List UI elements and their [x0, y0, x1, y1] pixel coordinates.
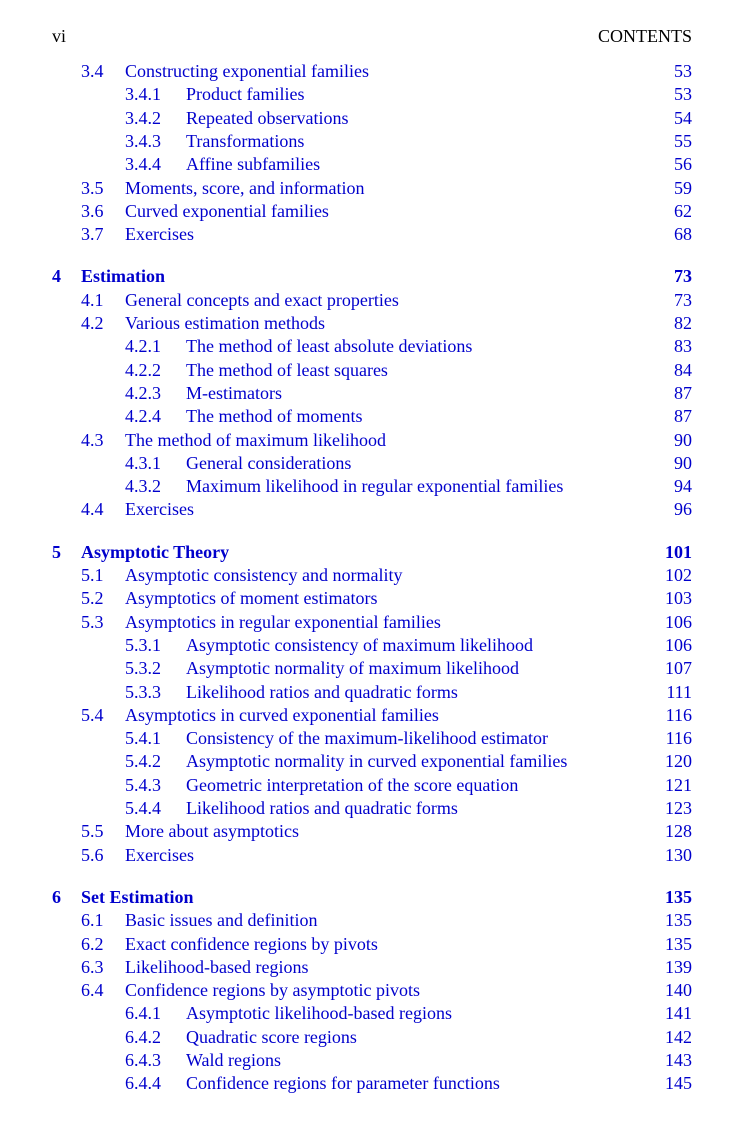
- toc-entry-title[interactable]: M-estimators: [186, 382, 282, 403]
- toc-chapter[interactable]: [0, 265, 740, 288]
- toc-entry-title[interactable]: Asymptotic likelihood-based regions: [186, 1003, 452, 1024]
- toc-entry-title[interactable]: Exercises: [125, 844, 194, 865]
- toc-entry-page[interactable]: 141: [665, 1003, 692, 1024]
- toc-entry-number: 4.2: [81, 313, 104, 333]
- toc-entry-number: 5.4.1: [125, 728, 161, 749]
- toc-entry-title[interactable]: General concepts and exact properties: [125, 289, 399, 310]
- toc-subsection[interactable]: [0, 1072, 740, 1095]
- toc-entry-title[interactable]: Asymptotics of moment estimators: [125, 588, 378, 609]
- toc-subsection[interactable]: [0, 750, 740, 773]
- toc-entry-title[interactable]: Wald regions: [186, 1050, 282, 1070]
- toc-entry-page[interactable]: 121: [665, 774, 692, 795]
- toc-entry-page[interactable]: 135: [665, 886, 692, 907]
- toc-entry-title[interactable]: Basic issues and definition: [125, 910, 318, 931]
- toc-entry-number: 6.4.1: [125, 1003, 161, 1024]
- toc-entry-number: 4.2.3: [125, 382, 161, 403]
- toc-entry-number: 3.4.2: [125, 107, 161, 128]
- toc-entry-title[interactable]: The method of moments: [186, 406, 363, 427]
- toc-subsection[interactable]: [0, 452, 740, 475]
- toc-entry-page[interactable]: 145: [665, 1073, 692, 1094]
- toc-entry-number: 5.2: [81, 588, 104, 609]
- toc-entry-title[interactable]: More about asymptotics: [125, 821, 299, 842]
- toc-entry-page[interactable]: 96: [674, 499, 692, 520]
- toc-entry-title[interactable]: Likelihood ratios and quadratic forms: [186, 681, 458, 702]
- toc-section[interactable]: [0, 933, 740, 956]
- toc-entry-number: 4.3: [81, 429, 104, 450]
- toc-entry-page[interactable]: 123: [665, 798, 692, 818]
- toc-entry-title[interactable]: Exercises: [125, 499, 194, 520]
- toc-entry-page[interactable]: 142: [665, 1026, 692, 1047]
- toc-entry-page[interactable]: 107: [665, 658, 692, 679]
- toc-subsection[interactable]: [0, 335, 740, 358]
- toc-entry-title[interactable]: Asymptotics in curved exponential families: [125, 704, 439, 725]
- toc-section[interactable]: [0, 200, 740, 223]
- toc-entry-title[interactable]: Asymptotics in regular exponential families: [125, 611, 441, 632]
- toc-entry-page[interactable]: 128: [665, 821, 692, 842]
- toc-subsection[interactable]: [0, 727, 740, 750]
- toc-entry-page[interactable]: 54: [674, 107, 692, 128]
- toc-entry-title[interactable]: Asymptotic consistency of maximum likelihood: [186, 634, 533, 655]
- toc-entry-page[interactable]: 116: [665, 704, 692, 725]
- running-title: CONTENTS: [598, 26, 692, 46]
- toc-subsection[interactable]: [0, 405, 740, 428]
- toc-section[interactable]: [0, 820, 740, 843]
- toc-entry-number: 5.4.4: [125, 798, 161, 818]
- toc-entry-title[interactable]: Asymptotic Theory: [81, 541, 230, 562]
- toc-section[interactable]: [0, 289, 740, 312]
- toc-entry-page[interactable]: 103: [665, 588, 692, 609]
- toc-entry-page[interactable]: 140: [665, 980, 692, 1001]
- toc-entry-number: 5.3.3: [125, 681, 161, 702]
- toc-entry-number: 3.4: [81, 61, 104, 81]
- toc-entry-page[interactable]: 111: [666, 681, 692, 702]
- toc-entry-title[interactable]: Repeated observations: [186, 107, 349, 128]
- toc-entry-title[interactable]: Curved exponential families: [125, 200, 329, 221]
- page-number: vi: [52, 26, 67, 46]
- toc-section[interactable]: [0, 844, 740, 867]
- toc-entry-number: 4: [52, 266, 61, 287]
- toc-entry-page[interactable]: 106: [665, 611, 692, 632]
- toc-section[interactable]: [0, 704, 740, 727]
- toc-entry-title[interactable]: The method of maximum likelihood: [125, 429, 386, 450]
- toc-entry-page[interactable]: 55: [674, 130, 692, 151]
- toc-entry-number: 5.4.3: [125, 774, 161, 795]
- toc-entry-page[interactable]: 101: [665, 541, 692, 562]
- toc-entry-page[interactable]: 135: [665, 910, 692, 931]
- toc-entry-title[interactable]: Quadratic score regions: [186, 1026, 357, 1047]
- toc-subsection[interactable]: [0, 359, 740, 382]
- toc-entry-page[interactable]: 73: [674, 289, 692, 310]
- toc-entry-title[interactable]: Moments, score, and information: [125, 177, 365, 198]
- toc-entry-number: 5.1: [81, 565, 104, 585]
- toc-section[interactable]: [0, 60, 740, 83]
- toc-entry-page[interactable]: 83: [674, 336, 692, 357]
- toc-entry-page[interactable]: 135: [665, 933, 692, 954]
- toc-entry-page[interactable]: 59: [674, 177, 692, 198]
- toc-subsection[interactable]: [0, 83, 740, 106]
- toc-subsection[interactable]: [0, 634, 740, 657]
- toc-entry-page[interactable]: 84: [674, 359, 692, 380]
- toc-subsection[interactable]: [0, 130, 740, 153]
- toc-entry-page[interactable]: 73: [674, 266, 692, 287]
- toc-entry-number: 5.3.2: [125, 658, 161, 679]
- toc-entry-page[interactable]: 62: [674, 200, 692, 221]
- toc-entry-number: 5.3: [81, 611, 104, 632]
- toc-entry-page[interactable]: 53: [674, 84, 692, 105]
- toc-entry-page[interactable]: 139: [665, 956, 692, 977]
- toc-section[interactable]: [0, 611, 740, 634]
- toc-entry-number: 6.4: [81, 980, 104, 1001]
- toc-entry-number: 6.2: [81, 933, 104, 954]
- toc-entry-title[interactable]: Likelihood ratios and quadratic forms: [186, 798, 458, 818]
- toc-entry-number: 3.5: [81, 177, 104, 198]
- toc-entry-number: 3.4.3: [125, 130, 161, 151]
- toc-entry-page[interactable]: 130: [665, 844, 692, 865]
- toc-subsection[interactable]: [0, 774, 740, 797]
- toc-entry-number: 5: [52, 541, 61, 562]
- page-header: [52, 26, 692, 50]
- toc-entry-title[interactable]: Set Estimation: [81, 886, 194, 907]
- toc-section[interactable]: [0, 587, 740, 610]
- toc-subsection[interactable]: [0, 382, 740, 405]
- toc-entry-title[interactable]: Exact confidence regions by pivots: [125, 933, 378, 954]
- toc-entry-page[interactable]: 53: [674, 61, 692, 81]
- toc-section[interactable]: [0, 312, 740, 335]
- toc-entry-number: 5.5: [81, 821, 104, 842]
- toc-entry-page[interactable]: 90: [674, 429, 692, 450]
- toc-entry-title[interactable]: Estimation: [81, 266, 166, 287]
- toc-entry-page[interactable]: 56: [674, 154, 692, 175]
- toc-section[interactable]: [0, 956, 740, 979]
- toc-entry-title[interactable]: The method of least squares: [186, 359, 388, 380]
- toc-entry-page[interactable]: 143: [665, 1050, 692, 1070]
- toc-entry-number: 6.3: [81, 956, 104, 977]
- toc-section[interactable]: [0, 429, 740, 452]
- toc-entry-page[interactable]: 120: [665, 751, 692, 772]
- toc-entry-number: 4.4: [81, 499, 104, 520]
- toc-entry-title[interactable]: Affine subfamilies: [186, 154, 321, 175]
- toc-section[interactable]: [0, 909, 740, 932]
- toc-entry-number: 3.4.4: [125, 154, 161, 175]
- toc-chapter[interactable]: [0, 541, 740, 564]
- toc-entry-title[interactable]: Consistency of the maximum-likelihood estimator: [186, 728, 548, 749]
- toc-entry-title[interactable]: Product families: [186, 84, 305, 105]
- toc-chapter[interactable]: [0, 886, 740, 909]
- toc-entry-number: 6.1: [81, 910, 104, 931]
- toc-subsection[interactable]: [0, 1026, 740, 1049]
- toc-entry-title[interactable]: Confidence regions for parameter functions: [186, 1073, 500, 1094]
- toc-entry-title[interactable]: Asymptotic consistency and normality: [125, 565, 403, 585]
- toc-entry-page[interactable]: 94: [674, 476, 692, 497]
- toc-entry-page[interactable]: 68: [674, 224, 692, 245]
- toc-entry-number: 6.4.2: [125, 1026, 161, 1047]
- toc-subsection[interactable]: [0, 107, 740, 130]
- toc-entry-title[interactable]: The method of least absolute deviations: [186, 336, 473, 357]
- toc-entry-number: 5.6: [81, 844, 104, 865]
- toc-section[interactable]: [0, 223, 740, 246]
- toc-entry-title[interactable]: Maximum likelihood in regular exponential families: [186, 476, 564, 497]
- toc-section[interactable]: [0, 564, 740, 587]
- toc-entry-number: 4.2.1: [125, 336, 161, 357]
- toc-entry-title[interactable]: Asymptotic normality in curved exponential families: [186, 751, 568, 772]
- toc-subsection[interactable]: [0, 475, 740, 498]
- toc-entry-number: 4.3.1: [125, 452, 161, 473]
- toc-entry-title[interactable]: Geometric interpretation of the score equation: [186, 774, 519, 795]
- toc-entry-number: 3.4.1: [125, 84, 161, 105]
- toc-entry-number: 4.3.2: [125, 476, 161, 497]
- toc-entry-title[interactable]: Exercises: [125, 224, 194, 245]
- toc-entry-number: 3.7: [81, 224, 104, 245]
- toc-entry-number: 5.3.1: [125, 634, 161, 655]
- toc-section[interactable]: [0, 177, 740, 200]
- toc-subsection[interactable]: [0, 153, 740, 176]
- toc-entry-number: 4.1: [81, 289, 104, 310]
- toc-entry-title[interactable]: Likelihood-based regions: [125, 956, 309, 977]
- toc-entry-title[interactable]: Transformations: [186, 130, 305, 151]
- toc-entry-title[interactable]: Constructing exponential families: [125, 61, 369, 81]
- toc-section[interactable]: [0, 979, 740, 1002]
- toc-entry-number: 4.2.2: [125, 359, 161, 380]
- toc-subsection[interactable]: [0, 1002, 740, 1025]
- toc-subsection[interactable]: [0, 681, 740, 704]
- toc-entry-title[interactable]: Asymptotic normality of maximum likelihood: [186, 658, 519, 679]
- toc-entry-number: 6.4.3: [125, 1050, 161, 1070]
- toc-entry-page[interactable]: 82: [674, 313, 692, 333]
- toc-entry-page[interactable]: 87: [674, 406, 692, 427]
- toc-subsection[interactable]: [0, 1049, 740, 1072]
- toc-subsection[interactable]: [0, 657, 740, 680]
- toc-entry-number: 4.2.4: [125, 406, 161, 427]
- toc-entry-title[interactable]: Various estimation methods: [125, 313, 325, 333]
- toc-entry-page[interactable]: 106: [665, 634, 692, 655]
- toc-entry-number: 5.4.2: [125, 751, 161, 772]
- toc-entry-number: 6.4.4: [125, 1073, 161, 1094]
- toc-entry-page[interactable]: 90: [674, 452, 692, 473]
- toc-subsection[interactable]: [0, 797, 740, 820]
- toc-entry-title[interactable]: Confidence regions by asymptotic pivots: [125, 980, 420, 1001]
- toc-entry-title[interactable]: General considerations: [186, 452, 352, 473]
- toc-section[interactable]: [0, 498, 740, 521]
- toc-entry-page[interactable]: 116: [665, 728, 692, 749]
- toc-entry-page[interactable]: 102: [665, 565, 692, 585]
- toc-entry-number: 6: [52, 886, 61, 907]
- toc-entry-number: 3.6: [81, 200, 104, 221]
- toc-entry-page[interactable]: 87: [674, 382, 692, 403]
- toc-entry-number: 5.4: [81, 704, 104, 725]
